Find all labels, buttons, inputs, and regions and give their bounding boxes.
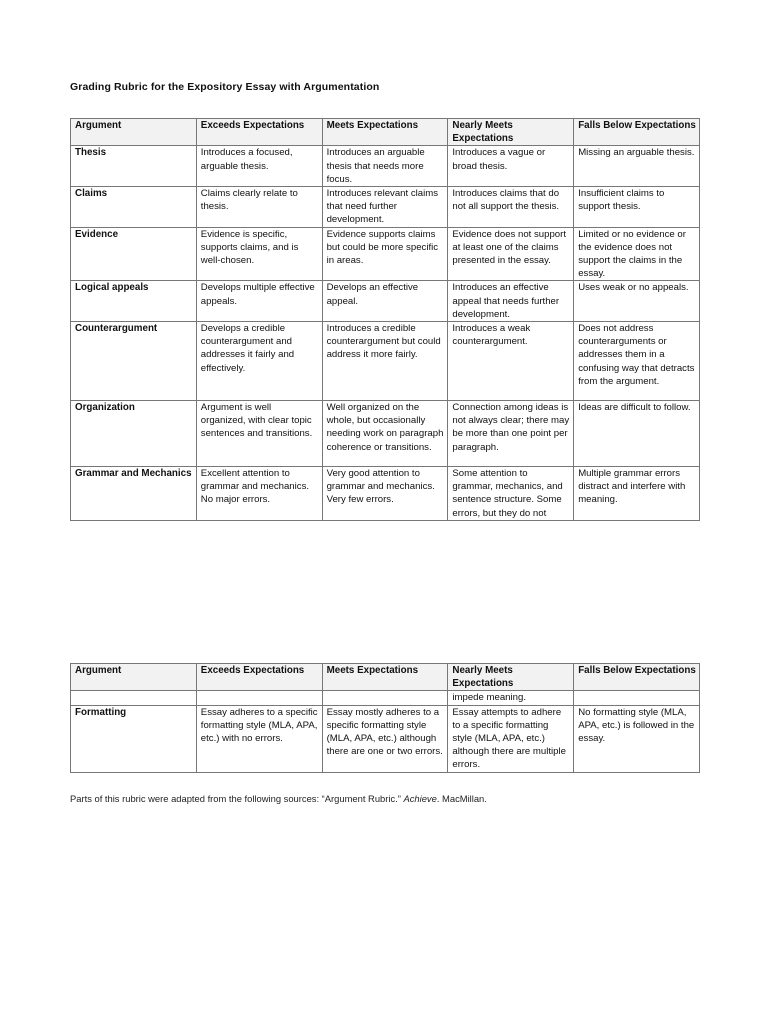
table-cell <box>574 691 700 705</box>
table-row <box>71 691 700 705</box>
table-header-row <box>71 119 700 146</box>
table-cell: Introduces claims that do not all support the thesis. <box>448 187 574 228</box>
column-header: Nearly Meets Expectations <box>448 119 574 146</box>
table-cell: Evidence does not support at least one of the claims presented in the essay. <box>448 227 574 281</box>
table-row <box>71 401 700 467</box>
table-cell: Very good attention to grammar and mechanics. Very few errors. <box>322 467 448 521</box>
row-heading: Evidence <box>71 227 197 281</box>
table-cell: Claims clearly relate to thesis. <box>196 187 322 228</box>
footnote-source-title: Achieve <box>403 793 437 804</box>
table-cell: impede meaning. <box>448 691 574 705</box>
table-cell: Excellent attention to grammar and mechanics. No major errors. <box>196 467 322 521</box>
table-row <box>71 467 700 521</box>
row-heading: Claims <box>71 187 197 228</box>
table-cell: Missing an arguable thesis. <box>574 146 700 187</box>
column-header: Argument <box>71 664 197 691</box>
table-row <box>71 322 700 401</box>
table-cell: Connection among ideas is not always clear; there may be more than one point per paragraph. <box>448 401 574 467</box>
table-cell: Introduces an arguable thesis that needs more focus. <box>322 146 448 187</box>
column-header: Falls Below Expectations <box>574 119 700 146</box>
table-row <box>71 227 700 281</box>
table-cell: Develops a credible counterargument and addresses it fairly and effectively. <box>196 322 322 401</box>
table-cell: Ideas are difficult to follow. <box>574 401 700 467</box>
table-cell <box>196 691 322 705</box>
table-cell: Essay attempts to adhere to a specific formatting style (MLA, APA, etc.) although there are multiple errors. <box>448 705 574 772</box>
table-cell: Uses weak or no appeals. <box>574 281 700 322</box>
table-cell: Evidence supports claims but could be more specific in areas. <box>322 227 448 281</box>
table-cell: Essay mostly adheres to a specific formatting style (MLA, APA, etc.) although there are one or two errors. <box>322 705 448 772</box>
column-header: Falls Below Expectations <box>574 664 700 691</box>
column-header: Meets Expectations <box>322 119 448 146</box>
rubric-table-continued <box>70 663 700 773</box>
table-cell: Develops multiple effective appeals. <box>196 281 322 322</box>
table-cell: Multiple grammar errors distract and interfere with meaning. <box>574 467 700 521</box>
row-heading: Grammar and Mechanics <box>71 467 197 521</box>
table-cell: No formatting style (MLA, APA, etc.) is followed in the essay. <box>574 705 700 772</box>
table-cell: Argument is well organized, with clear topic sentences and transitions. <box>196 401 322 467</box>
source-footnote <box>70 793 487 804</box>
footnote-text: Parts of this rubric were adapted from the following sources: “Argument Rubric.” <box>70 793 404 804</box>
table-header-row <box>71 664 700 691</box>
column-header: Exceeds Expectations <box>196 119 322 146</box>
table-row <box>71 281 700 322</box>
column-header: Argument <box>71 119 197 146</box>
table-cell: Introduces a focused, arguable thesis. <box>196 146 322 187</box>
table-cell: Insufficient claims to support thesis. <box>574 187 700 228</box>
row-heading <box>71 691 197 705</box>
table-cell: Introduces a credible counterargument but could address it more fairly. <box>322 322 448 401</box>
table-cell: Introduces an effective appeal that needs further development. <box>448 281 574 322</box>
table-cell: Some attention to grammar, mechanics, and sentence structure. Some errors, but they do not <box>448 467 574 521</box>
row-heading: Thesis <box>71 146 197 187</box>
table-cell: Limited or no evidence or the evidence does not support the claims in the essay. <box>574 227 700 281</box>
table-cell: Develops an effective appeal. <box>322 281 448 322</box>
table-row <box>71 187 700 228</box>
column-header: Meets Expectations <box>322 664 448 691</box>
row-heading: Organization <box>71 401 197 467</box>
table-cell: Essay adheres to a specific formatting style (MLA, APA, etc.) with no errors. <box>196 705 322 772</box>
table-cell: Introduces relevant claims that need further development. <box>322 187 448 228</box>
table-cell: Does not address counterarguments or addresses them in a confusing way that detracts from the argument. <box>574 322 700 401</box>
row-heading: Formatting <box>71 705 197 772</box>
table-cell: Introduces a weak counterargument. <box>448 322 574 401</box>
column-header: Exceeds Expectations <box>196 664 322 691</box>
table-row <box>71 146 700 187</box>
table-row <box>71 705 700 772</box>
document-title: Grading Rubric for the Expository Essay with Argumentation <box>70 81 380 93</box>
row-heading: Logical appeals <box>71 281 197 322</box>
table-cell: Evidence is specific, supports claims, and is well-chosen. <box>196 227 322 281</box>
table-cell: Well organized on the whole, but occasionally needing work on paragraph coherence or transitions. <box>322 401 448 467</box>
table-cell <box>322 691 448 705</box>
footnote-publisher: . MacMillan. <box>436 793 487 804</box>
rubric-table <box>70 118 700 521</box>
table-cell: Introduces a vague or broad thesis. <box>448 146 574 187</box>
column-header: Nearly Meets Expectations <box>448 664 574 691</box>
row-heading: Counterargument <box>71 322 197 401</box>
